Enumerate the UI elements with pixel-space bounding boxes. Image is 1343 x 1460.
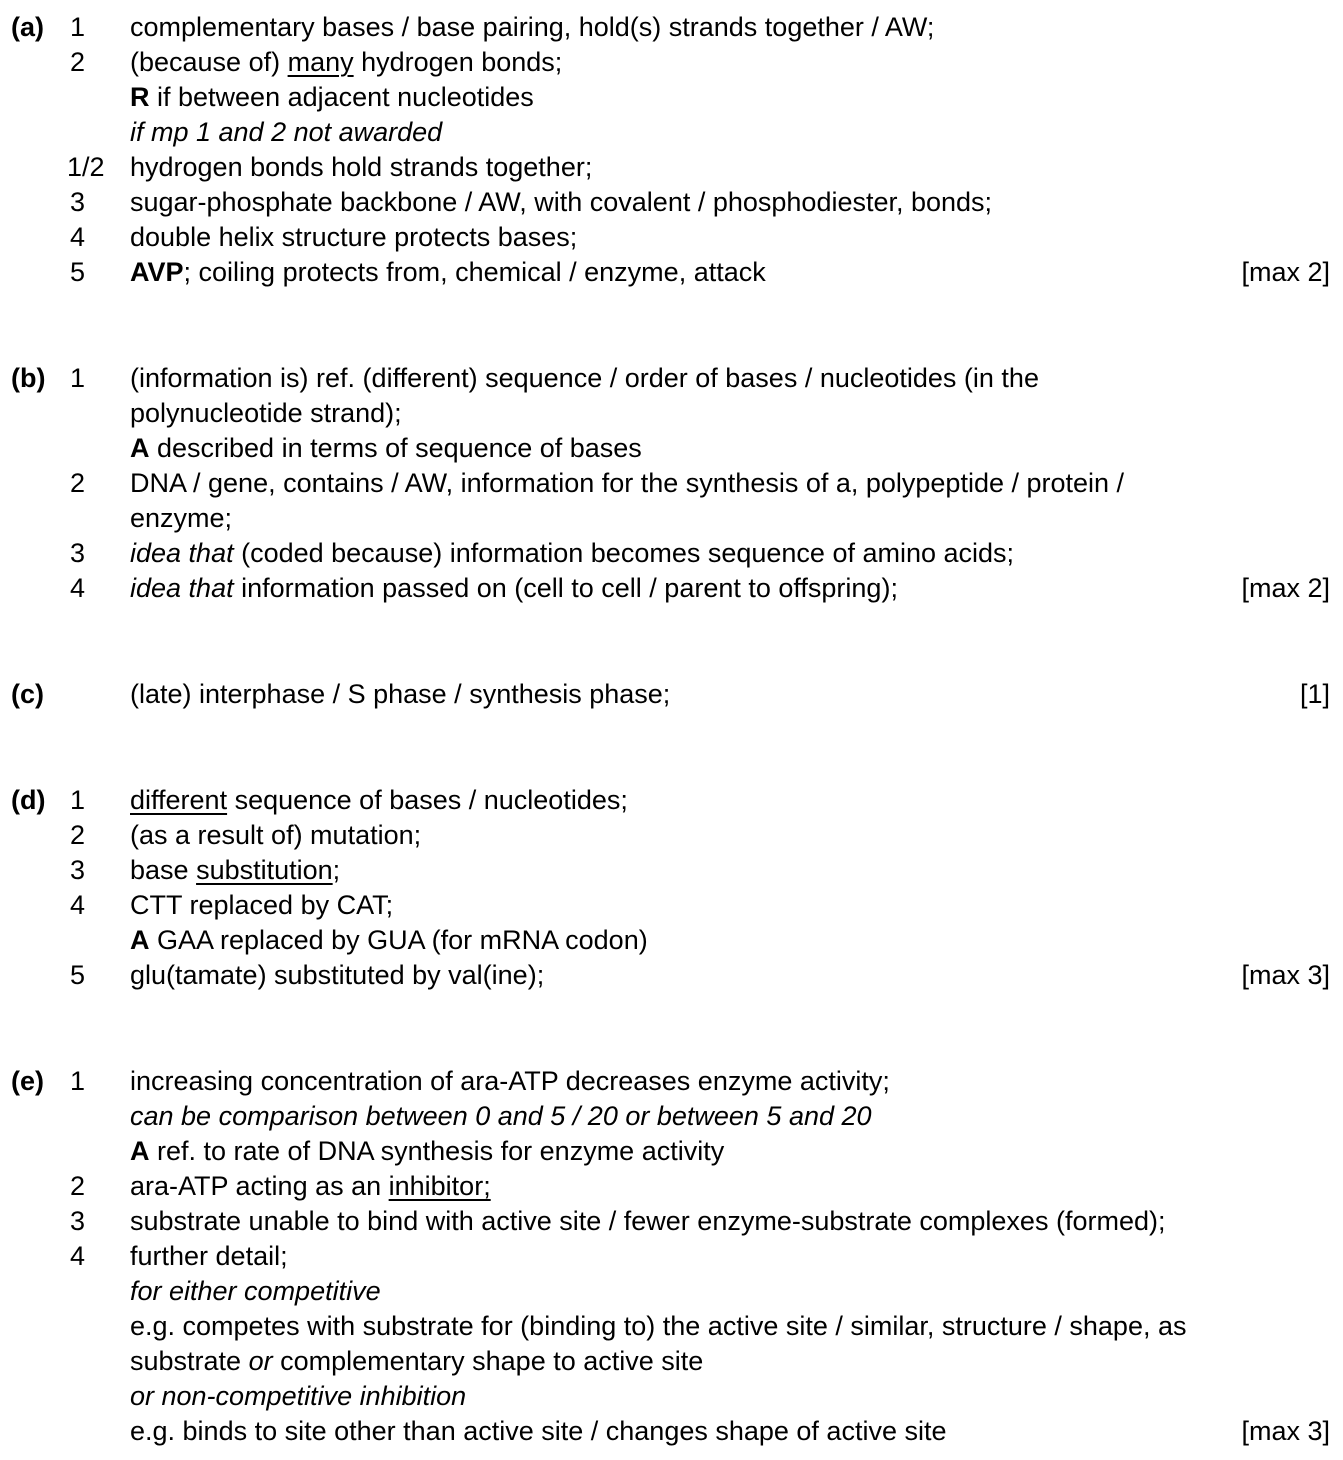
part-label-c: (c) xyxy=(11,679,44,709)
mark-point-number: 1 xyxy=(70,1066,86,1096)
answer-line xyxy=(0,1169,1343,1204)
answer-line xyxy=(0,677,1343,712)
answer-line xyxy=(0,466,1343,501)
mark-point-number: 4 xyxy=(70,890,86,920)
max-marks: [max 2] xyxy=(1241,573,1330,603)
answer-line xyxy=(0,1414,1343,1449)
answer-line xyxy=(0,501,1343,536)
answer-line xyxy=(0,431,1343,466)
mark-point-number: 5 xyxy=(70,960,86,990)
answer-line xyxy=(0,396,1343,431)
answer-line xyxy=(0,10,1343,45)
answer-line xyxy=(0,255,1343,290)
mark-point-text: substrate unable to bind with active site / fewer enzyme-substrate complexes (formed); xyxy=(130,1206,1166,1236)
answer-line xyxy=(0,783,1343,818)
accept-marker: A xyxy=(130,1136,150,1166)
part-label-a: (a) xyxy=(11,12,44,42)
mark-point-number: 5 xyxy=(70,257,86,287)
part-d xyxy=(0,783,1343,993)
answer-line xyxy=(0,220,1343,255)
examiner-note: for either competitive xyxy=(130,1276,381,1306)
mark-point-text: CTT replaced by CAT; xyxy=(130,890,394,920)
part-e xyxy=(0,1064,1343,1449)
mark-point-number: 3 xyxy=(70,187,86,217)
mark-point-number: 2 xyxy=(70,468,86,498)
part-label-d: (d) xyxy=(11,785,46,815)
underlined-term: different xyxy=(130,785,228,815)
mark-point-text: base substitution; xyxy=(130,855,341,885)
mark-point-text: double helix structure protects bases; xyxy=(130,222,578,252)
answer-line xyxy=(0,888,1343,923)
mark-point-number: 1/2 xyxy=(67,152,105,182)
guidance-note: A GAA replaced by GUA (for mRNA codon) xyxy=(130,925,648,955)
answer-line xyxy=(0,80,1343,115)
mark-point-text: polynucleotide strand); xyxy=(130,398,402,428)
mark-point-number: 2 xyxy=(70,820,86,850)
examiner-note: or non-competitive inhibition xyxy=(130,1381,467,1411)
mark-point-number: 3 xyxy=(70,855,86,885)
part-b xyxy=(0,361,1343,606)
answer-line xyxy=(0,853,1343,888)
answer-line xyxy=(0,1134,1343,1169)
answer-line xyxy=(0,45,1343,80)
answer-line xyxy=(0,1309,1343,1344)
answer-line xyxy=(0,150,1343,185)
mark-point-text: DNA / gene, contains / AW, information for the synthesis of a, polypeptide / protein / xyxy=(130,468,1125,498)
mark-point-text: idea that information passed on (cell to cell / parent to offspring); xyxy=(130,573,898,603)
part-label-b: (b) xyxy=(11,363,46,393)
answer-line xyxy=(0,361,1343,396)
mark-point-text: increasing concentration of ara-ATP decreases enzyme activity; xyxy=(130,1066,890,1096)
underlined-term: substitution xyxy=(196,855,333,885)
part-label-e: (e) xyxy=(11,1066,44,1096)
mark-point-text: (late) interphase / S phase / synthesis phase; xyxy=(130,679,671,709)
examiner-note: if mp 1 and 2 not awarded xyxy=(130,117,443,147)
mark-point-text: enzyme; xyxy=(130,503,233,533)
answer-line xyxy=(0,1379,1343,1414)
max-marks: [1] xyxy=(1299,679,1330,709)
guidance-note: A ref. to rate of DNA synthesis for enzyme activity xyxy=(130,1136,725,1166)
underlined-term: inhibitor; xyxy=(388,1171,491,1201)
answer-line xyxy=(0,958,1343,993)
mark-point-text: AVP; coiling protects from, chemical / enzyme, attack xyxy=(130,257,766,287)
answer-line xyxy=(0,1239,1343,1274)
answer-line xyxy=(0,185,1343,220)
mark-point-text: different sequence of bases / nucleotides; xyxy=(130,785,628,815)
mark-point-text: further detail; xyxy=(130,1241,288,1271)
part-a xyxy=(0,10,1343,290)
reject-marker: R xyxy=(130,82,150,112)
mark-point-text: idea that (coded because) information becomes sequence of amino acids; xyxy=(130,538,1015,568)
answer-line xyxy=(0,923,1343,958)
accept-marker: A xyxy=(130,433,150,463)
example-text: e.g. binds to site other than active site / changes shape of active site xyxy=(130,1416,947,1446)
example-text: e.g. competes with substrate for (binding to) the active site / similar, structure / shape, as xyxy=(130,1311,1187,1341)
max-marks: [max 3] xyxy=(1241,1416,1330,1446)
mark-point-number: 1 xyxy=(70,12,86,42)
answer-line xyxy=(0,571,1343,606)
answer-line xyxy=(0,1064,1343,1099)
guidance-note: A described in terms of sequence of bases xyxy=(130,433,642,463)
mark-point-number: 2 xyxy=(70,47,86,77)
guidance-note: R if between adjacent nucleotides xyxy=(130,82,534,112)
answer-line xyxy=(0,818,1343,853)
mark-point-number: 4 xyxy=(70,1241,86,1271)
mark-point-text: (as a result of) mutation; xyxy=(130,820,422,850)
mark-point-text: glu(tamate) substituted by val(ine); xyxy=(130,960,545,990)
mark-point-text: (information is) ref. (different) sequence / order of bases / nucleotides (in the xyxy=(130,363,1039,393)
mark-point-number: 3 xyxy=(70,1206,86,1236)
mark-point-text: complementary bases / base pairing, hold(s) strands together / AW; xyxy=(130,12,935,42)
examiner-note: can be comparison between 0 and 5 / 20 or between 5 and 20 xyxy=(130,1101,872,1131)
answer-line xyxy=(0,1099,1343,1134)
part-c xyxy=(0,677,1343,712)
mark-point-text: sugar-phosphate backbone / AW, with covalent / phosphodiester, bonds; xyxy=(130,187,993,217)
answer-line xyxy=(0,115,1343,150)
avp-marker: AVP xyxy=(130,257,184,287)
mark-point-text: ara-ATP acting as an inhibitor; xyxy=(130,1171,491,1201)
mark-point-number: 1 xyxy=(70,363,86,393)
mark-point-number: 1 xyxy=(70,785,86,815)
example-text: substrate or complementary shape to active site xyxy=(130,1346,704,1376)
answer-line xyxy=(0,1344,1343,1379)
max-marks: [max 3] xyxy=(1241,960,1330,990)
accept-marker: A xyxy=(130,925,150,955)
mark-point-number: 2 xyxy=(70,1171,86,1201)
mark-point-number: 4 xyxy=(70,573,86,603)
answer-line xyxy=(0,536,1343,571)
underlined-term: many xyxy=(287,47,354,77)
mark-point-number: 4 xyxy=(70,222,86,252)
max-marks: [max 2] xyxy=(1241,257,1330,287)
mark-point-number: 3 xyxy=(70,538,86,568)
answer-line xyxy=(0,1204,1343,1239)
answer-line xyxy=(0,1274,1343,1309)
mark-point-text: hydrogen bonds hold strands together; xyxy=(130,152,593,182)
mark-point-text: (because of) many hydrogen bonds; xyxy=(130,47,563,77)
